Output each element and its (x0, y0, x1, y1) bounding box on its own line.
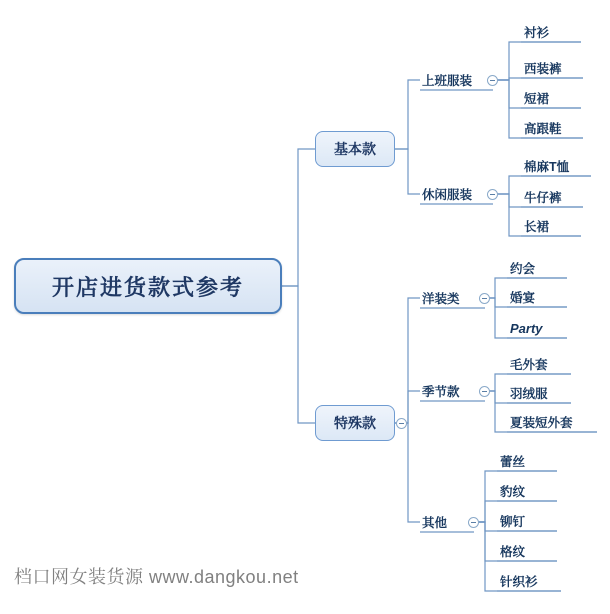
leaf-mianma-tixu-label: 棉麻T恤 (524, 160, 570, 174)
leaf-zhenzhishan-label: 针织衫 (500, 575, 538, 589)
leaf-xizhuangku[interactable] (521, 58, 585, 78)
leaf-duanqun-label: 短裙 (524, 92, 550, 106)
leaf-gewen[interactable] (497, 541, 559, 561)
leaf-party[interactable] (507, 318, 569, 338)
root-node[interactable] (14, 258, 282, 314)
leaf-niuzaiku-label: 牛仔裤 (524, 191, 562, 205)
subnode-qita-label: 其他 (422, 516, 448, 530)
leaf-maowaitao-label: 毛外套 (510, 358, 548, 372)
leaf-hunyan[interactable] (507, 287, 569, 307)
subnode-shangban-fuzhuang[interactable] (420, 70, 492, 90)
collapse-toggle-jijie[interactable] (479, 386, 490, 397)
branch-node-jibenkuan-label: 基本款 (334, 141, 376, 157)
subnode-jijiekuan-label: 季节款 (422, 385, 460, 399)
collapse-toggle-shangban[interactable] (487, 75, 498, 86)
subnode-jijiekuan[interactable] (420, 381, 480, 401)
collapse-toggle-qita[interactable] (468, 517, 479, 528)
leaf-mianma-tixu[interactable] (521, 156, 593, 176)
leaf-maoding-label: 铆钉 (500, 515, 526, 529)
branch-node-jibenkuan[interactable] (315, 131, 395, 167)
leaf-yuehui[interactable] (507, 258, 569, 278)
leaf-maoding[interactable] (497, 511, 559, 531)
leaf-baowen-label: 豹纹 (500, 485, 526, 499)
leaf-xiazhuang-duanwaitao-label: 夏装短外套 (510, 416, 573, 430)
subnode-xiuxian-fuzhuang[interactable] (420, 184, 492, 204)
leaf-xiazhuang-duanwaitao[interactable] (507, 412, 599, 432)
leaf-duanqun[interactable] (521, 88, 583, 108)
leaf-yurongfu-label: 羽绒服 (510, 387, 548, 401)
subnode-shangban-fuzhuang-label: 上班服装 (422, 74, 473, 88)
collapse-toggle-teshu[interactable] (396, 418, 407, 429)
leaf-changqun-label: 长裙 (524, 220, 550, 234)
leaf-leisi[interactable] (497, 451, 559, 471)
subnode-yangzhuanglei[interactable] (420, 288, 480, 308)
leaf-chenshan-label: 衬衫 (524, 26, 550, 40)
branch-node-teshukuan[interactable] (315, 405, 395, 441)
leaf-baowen[interactable] (497, 481, 559, 501)
leaf-chenshan[interactable] (521, 22, 583, 42)
leaf-hunyan-label: 婚宴 (510, 291, 536, 305)
watermark-text: 档口网女装货源 www.dangkou.net (14, 567, 299, 587)
subnode-yangzhuanglei-label: 洋装类 (422, 292, 460, 306)
leaf-xizhuangku-label: 西装裤 (524, 62, 562, 76)
leaf-party-label: Party (510, 320, 543, 336)
leaf-yurongfu[interactable] (507, 383, 573, 403)
leaf-maowaitao[interactable] (507, 354, 573, 374)
collapse-toggle-xiuxian[interactable] (487, 189, 498, 200)
root-node-label: 开店进货款式参考 (51, 274, 244, 300)
collapse-toggle-yangzhuang[interactable] (479, 293, 490, 304)
leaf-niuzaiku[interactable] (521, 187, 585, 207)
leaf-changqun[interactable] (521, 216, 583, 236)
leaf-gaogenxie-label: 高跟鞋 (524, 122, 562, 136)
branch-node-teshukuan-label: 特殊款 (334, 415, 376, 431)
leaf-gewen-label: 格纹 (500, 545, 526, 559)
leaf-zhenzhishan[interactable] (497, 571, 563, 591)
leaf-gaogenxie[interactable] (521, 118, 585, 138)
subnode-qita[interactable] (420, 512, 468, 532)
leaf-yuehui-label: 约会 (510, 262, 536, 276)
leaf-leisi-label: 蕾丝 (500, 455, 526, 469)
subnode-xiuxian-fuzhuang-label: 休闲服装 (422, 188, 473, 202)
